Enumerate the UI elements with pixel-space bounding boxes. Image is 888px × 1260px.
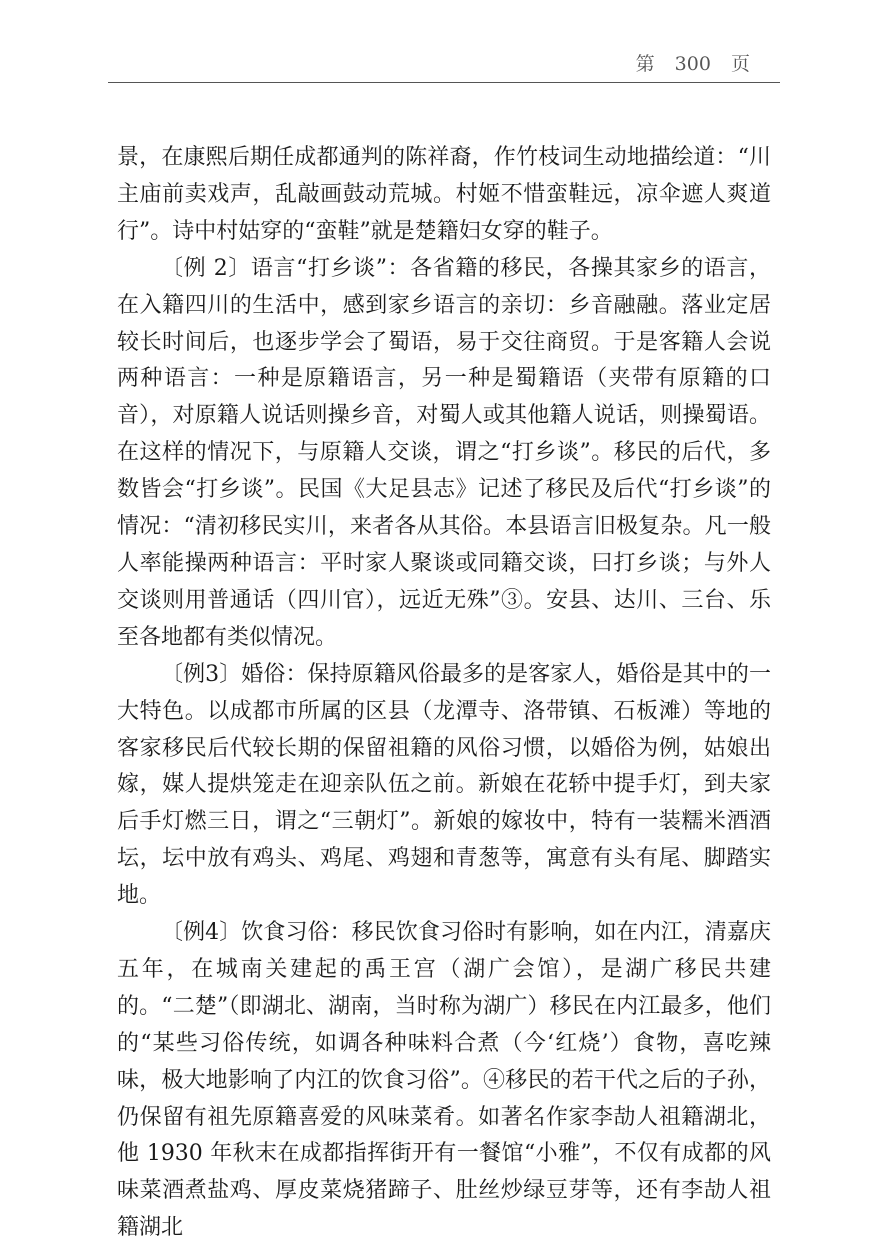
page-number: 第 300 页: [635, 53, 750, 75]
paragraph-example-4-food: 〔例4〕饮食习俗：移民饮食习俗时有影响，如在内江，清嘉庆五年，在城南关建起的禹王宫（湖广会馆），是湖广移民共建的。“二楚”（即湖北、湖南，当时称为湖广）移民在内江最多，他们的“某些习俗传统，如调各种味料合煮（今‘红烧’）食物，喜吃辣味，极大地影响了内江的饮食习俗”。④移民的若干代之后的子孙，仍保留有祖先原籍喜爱的风味菜肴。如著名作家李劼人祖籍湖北，他 1930 年秋末在成都指挥街开有一餐馆“小雅”，不仅有成都的风味菜酒煮盐鸡、厚皮菜烧猪蹄子、肚丝炒绿豆芽等，还有李劼人祖籍湖北: [117, 920, 771, 1241]
paragraph-continuation: 景，在康熙后期任成都通判的陈祥裔，作竹枝词生动地描绘道：“川主庙前卖戏声，乱敲画鼓动荒城。村姬不惜蛮鞋远，凉伞遮人爽道行”。诗中村姑穿的“蛮鞋”就是楚籍妇女穿的鞋子。: [117, 145, 771, 244]
paragraph-example-2-language: 〔例 2〕语言“打乡谈”：各省籍的移民，各操其家乡的语言，在入籍四川的生活中，感到家乡语言的亲切：乡音融融。落业定居较长时间后，也逐步学会了蜀语，易于交往商贸。于是客籍人会说两种语言：一种是原籍语言，另一种是蜀籍语（夹带有原籍的口音），对原籍人说话则操乡音，对蜀人或其他籍人说话，则操蜀语。在这样的情况下，与原籍人交谈，谓之“打乡谈”。移民的后代，多数皆会“打乡谈”。民国《大足县志》记述了移民及后代“打乡谈”的情况：“清初移民实川，来者各从其俗。本县语言旧极复杂。凡一般人率能操两种语言：平时家人聚谈或同籍交谈，曰打乡谈；与外人交谈则用普通话（四川官），远近无殊”③。安县、达川、三台、乐至各地都有类似情况。: [117, 255, 771, 650]
page-header: [108, 52, 780, 83]
document-body: [117, 140, 771, 1247]
paragraph-example-3-marriage: 〔例3〕婚俗：保持原籍风俗最多的是客家人，婚俗是其中的一大特色。以成都市所属的区县（龙潭寺、洛带镇、石板滩）等地的客家移民后代较长期的保留祖籍的风俗习惯，以婚俗为例，姑娘出嫁，媒人提烘笼走在迎亲队伍之前。新娘在花轿中提手灯，到夫家后手灯燃三日，谓之“三朝灯”。新娘的嫁妆中，特有一装糯米酒酒坛，坛中放有鸡头、鸡尾、鸡翅和青葱等，寓意有头有尾、脚踏实地。: [117, 661, 771, 909]
